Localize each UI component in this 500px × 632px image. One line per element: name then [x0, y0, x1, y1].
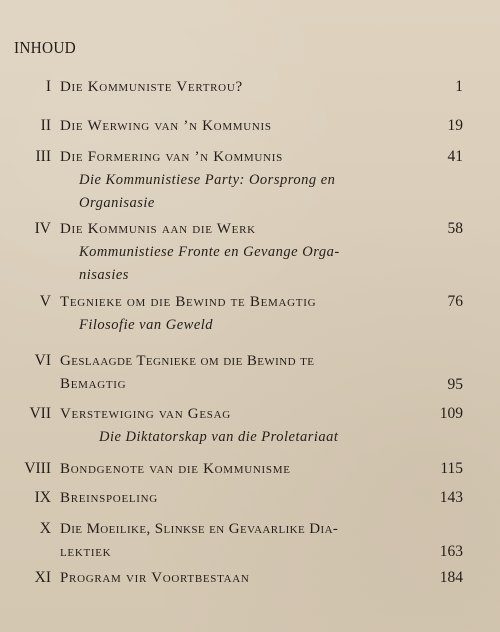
chapter-number: X — [39, 520, 51, 537]
chapter-number: IX — [34, 489, 51, 506]
page-number: 184 — [439, 569, 463, 586]
page-number: 58 — [447, 220, 463, 237]
chapter-subtitle-line-1: Die Kommunistiese Party: Oorsprong en — [79, 172, 336, 188]
page-number: 76 — [447, 293, 463, 310]
chapter-title: Bondgenote van die Kommunisme — [60, 461, 291, 477]
toc-entry-vii — [0, 403, 500, 451]
chapter-number: VIII — [24, 460, 51, 477]
toc-entry-xi — [0, 567, 500, 615]
chapter-title: Program vir Voortbestaan — [60, 570, 250, 586]
page-number: 115 — [440, 460, 463, 477]
chapter-number: II — [40, 117, 51, 134]
chapter-title: Die Kommunis aan die Werk — [60, 221, 256, 237]
chapter-title-line-2: Bemagtig — [60, 376, 127, 392]
chapter-subtitle-line-1: Filosofie van Geweld — [79, 317, 214, 333]
page-number: 163 — [439, 543, 463, 560]
page-number: 143 — [439, 489, 463, 506]
chapter-subtitle-line-2: nisasies — [79, 267, 129, 283]
chapter-subtitle-line-1: Kommunistiese Fronte en Gevange Orga- — [79, 244, 340, 260]
toc-entry-vi — [0, 350, 500, 398]
toc-entry-iv — [0, 218, 500, 283]
chapter-number: I — [45, 78, 51, 95]
chapter-title-line-1: Geslaagde Tegnieke om die Bewind te — [60, 353, 315, 369]
page-number: 95 — [447, 376, 463, 393]
page-number: 19 — [447, 117, 463, 134]
page-number: 109 — [439, 405, 463, 422]
page-number: 1 — [455, 78, 463, 95]
chapter-title-line-2: lektiek — [60, 544, 112, 560]
chapter-number: VII — [29, 405, 51, 422]
chapter-number: VI — [34, 352, 51, 369]
chapter-title: Die Formering van ’n Kommunis — [60, 149, 283, 165]
chapter-number: XI — [34, 569, 51, 586]
chapter-number: IV — [34, 220, 51, 237]
toc-entry-x — [0, 518, 500, 566]
page-number: 41 — [447, 148, 463, 165]
chapter-title-line-1: Die Moeilike, Slinkse en Gevaarlike Dia- — [60, 521, 339, 537]
toc-entry-iii — [0, 146, 500, 211]
chapter-title: Die Werwing van ’n Kommunis — [60, 118, 272, 134]
chapter-title: Tegnieke om die Bewind te Bemagtig — [60, 294, 317, 310]
chapter-subtitle-line-1: Die Diktatorskap van die Proletariaat — [99, 429, 339, 445]
toc-entry-v — [0, 291, 500, 339]
chapter-title: Verstewiging van Gesag — [60, 406, 231, 422]
chapter-title: Die Kommuniste Vertrou? — [60, 79, 243, 95]
chapter-title: Breinspoeling — [60, 490, 158, 506]
page-title: INHOUD — [14, 38, 76, 57]
chapter-subtitle-line-2: Organisasie — [79, 195, 155, 211]
chapter-number: V — [39, 293, 51, 310]
chapter-number: III — [35, 148, 51, 165]
